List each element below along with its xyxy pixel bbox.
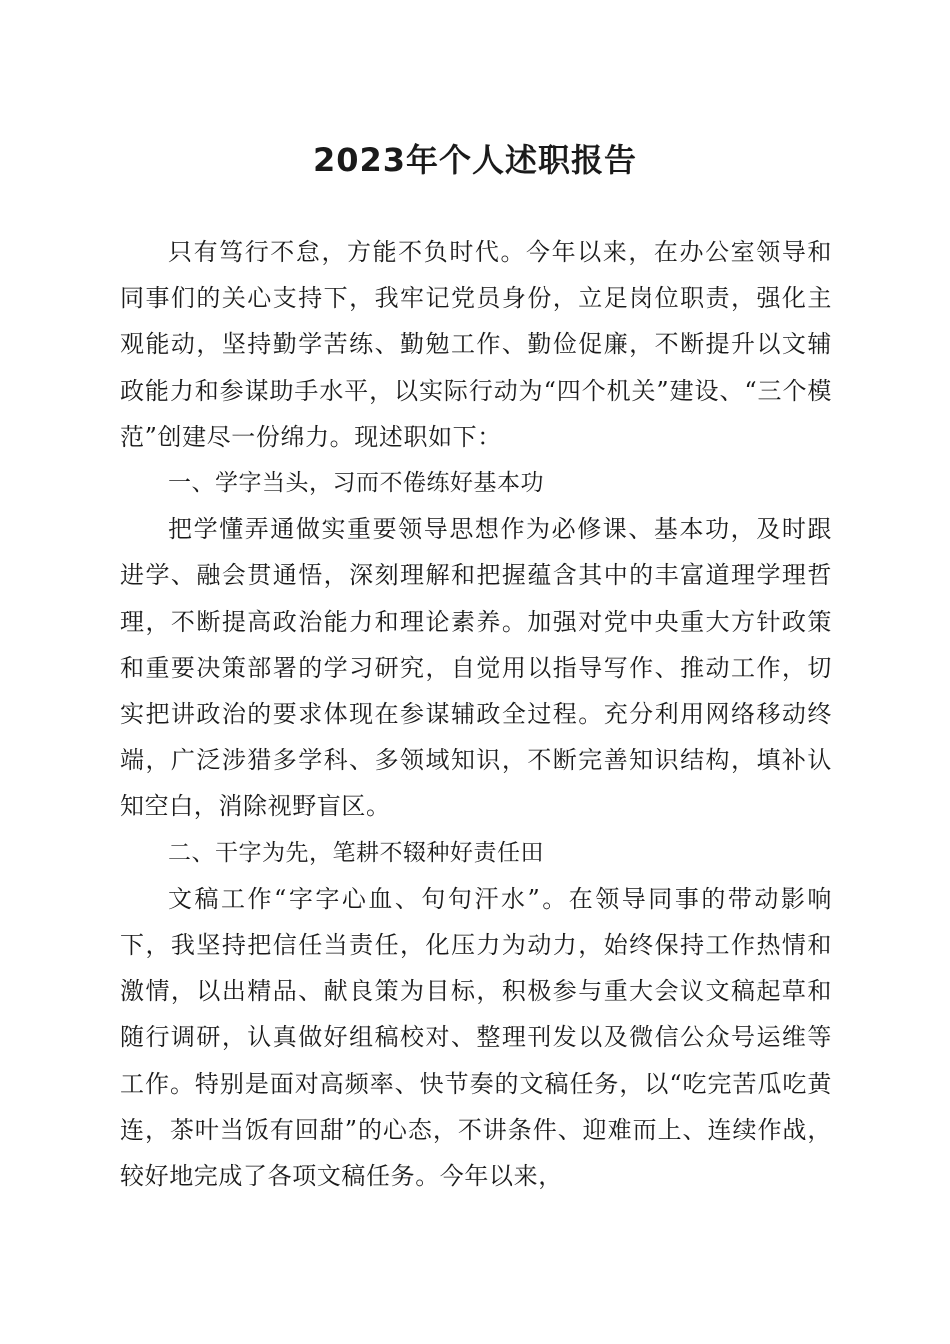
- section-1-heading: 一、学字当头，习而不倦练好基本功: [168, 470, 544, 497]
- section-2-paragraph: 文稿工作“字字心血、句句汗水”。在领导同事的带动影响下，我坚持把信任当责任，化压力为动力，始终保持工作热情和激情，以出精品、献良策为目标，积极参与重大会议文稿起草和随行调研，认真做好组稿校对、整理刊发以及微信公众号运维等工作。特别是面对高频率、快节奏的文稿任务，以“吃完苦瓜吃黄连，茶叶当饭有回甜”的心态，不讲条件、迎难而上、连续作战，较好地完成了各项文稿任务。今年以来，: [120, 884, 832, 1191]
- document-body: [120, 229, 832, 1199]
- section-2-heading: 二、干字为先，笔耕不辍种好责任田: [168, 839, 544, 866]
- intro-paragraph: 只有笃行不怠，方能不负时代。今年以来，在办公室领导和同事们的关心支持下，我牢记党员身份，立足岗位职责，强化主观能动，坚持勤学苦练、勤勉工作、勤俭促廉，不断提升以文辅政能力和参谋助手水平，以实际行动为“四个机关”建设、“三个模范”创建尽一份绵力。现述职如下：: [120, 238, 832, 451]
- document-title: 2023年个人述职报告: [312, 141, 638, 179]
- section-1-paragraph: 把学懂弄通做实重要领导思想作为必修课、基本功，及时跟进学、融会贯通悟，深刻理解和把握蕴含其中的丰富道理学理哲理，不断提高政治能力和理论素养。加强对党中央重大方针政策和重要决策部署的学习研究，自觉用以指导写作、推动工作，切实把讲政治的要求体现在参谋辅政全过程。充分利用网络移动终端，广泛涉猎多学科、多领域知识，不断完善知识结构，填补认知空白，消除视野盲区。: [120, 515, 832, 821]
